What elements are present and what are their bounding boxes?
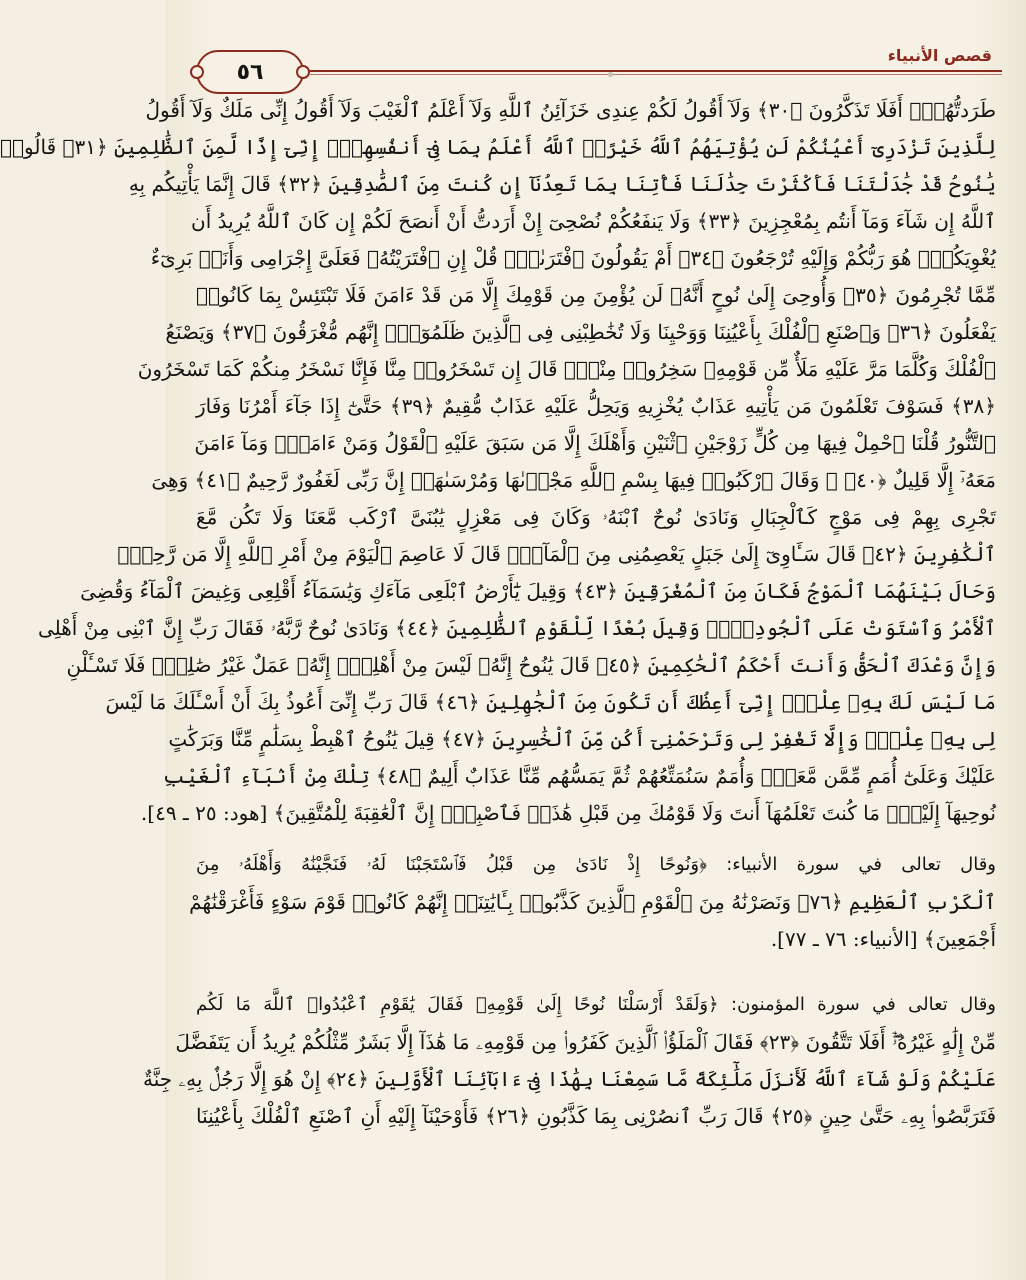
- text-line: يُغْوِيَكُمْۚ هُوَ رَبُّكُمْ وَإِلَيْهِ تُرْجَعُونَ ﴿٣٤﴾ أَمْ يَقُولُونَ ٱفْتَرَىٰهُۖ قُلْ إِنِ ٱفْتَرَيْتُهُۥ فَعَلَىَّ إِجْرَامِى وَأَنَا۠ بَرِىٓءٌ: [150, 246, 996, 270]
- text-line: لِى بِهِۦ عِلْمٌۖ وَإِلَّا تَغْفِرْ لِى وَتَرْحَمْنِىٓ أَكُن مِّنَ ٱلْخَٰسِرِينَ ﴿٤٧﴾ قِيلَ يَٰنُوحُ ٱهْبِطْ بِسَلَٰمٍ مِّنَّا وَبَرَكَٰتٍ: [168, 727, 996, 751]
- page-header: [190, 38, 1002, 98]
- text-line: وَإِنَّ وَعْدَكَ ٱلْحَقُّ وَأَنتَ أَحْكَمُ ٱلْحَٰكِمِينَ ﴿٤٥﴾ قَالَ يَٰنُوحُ إِنَّهُۥ لَيْسَ مِنْ أَهْلِكَۖ إِنَّهُۥ عَمَلٌ غَيْرُ صَٰلِحٍۖ فَلَا تَسْـَٔلْنِ: [66, 653, 996, 677]
- text-line: نُوحِيهَآ إِلَيْكَۖ مَا كُنتَ تَعْلَمُهَآ أَنتَ وَلَا قَوْمُكَ مِن قَبْلِ هَٰذَاۖ فَٱصْبِرْۖ إِنَّ ٱلْعَٰقِبَةَ لِلْمُتَّقِينَ﴾ [هود: ٢٥ ـ ٤٩].: [140, 801, 996, 825]
- text-line: مَعَهُۥٓ إِلَّا قَلِيلٌ ﴿٤٠﴾ ۞ وَقَالَ ٱرْكَبُوا۟ فِيهَا بِسْمِ ٱللَّهِ مَجْر۪ىٰهَا وَمُرْسَىٰهَآۚ إِنَّ رَبِّى لَغَفُورٌ رَّحِيمٌ ﴿٤١﴾ وَهِىَ: [151, 468, 996, 492]
- text-line: ٱلْأَمْرُ وَٱسْتَوَتْ عَلَى ٱلْجُودِىِّۖ وَقِيلَ بُعْدًا لِّلْقَوْمِ ٱلظَّٰلِمِينَ ﴿٤٤﴾ وَنَادَىٰ نُوحٌ رَّبَّهُۥ فَقَالَ رَبِّ إِنَّ ٱبْنِى مِنْ أَهْلِى: [37, 616, 996, 640]
- text-line: مَا لَيْسَ لَكَ بِهِۦ عِلْمٌۖ إِنِّىٓ أَعِظُكَ أَن تَكُونَ مِنَ ٱلْجَٰهِلِينَ ﴿٤٦﴾ قَالَ رَبِّ إِنِّىٓ أَعُوذُ بِكَ أَنْ أَسْـَٔلَكَ مَا لَيْسَ: [105, 690, 996, 714]
- text-line: وقال تعالى في سورة المؤمنون: ﴿وَلَقَدْ أَرْسَلْنَا نُوحًا إِلَىٰ قَوْمِهِۦ فَقَالَ يَٰقَوْمِ ٱعْبُدُوا۟ ٱللَّهَ مَا لَكُم: [196, 994, 996, 1015]
- text-line: فَتَرَبَّصُوا۟ بِهِۦ حَتَّىٰ حِينٍ ﴿٢٥﴾ قَالَ رَبِّ ٱنصُرْنِى بِمَا كَذَّبُونِ ﴿٢٦﴾ فَأَوْحَيْنَآ إِلَيْهِ أَنِ ٱصْنَعِ ٱلْفُلْكَ بِأَعْيُنِنَا: [196, 1104, 997, 1128]
- text-line: طَرَدتُّهُمْۚ أَفَلَا تَذَكَّرُونَ ﴿٣٠﴾ وَلَآ أَقُولُ لَكُمْ عِندِى خَزَآئِنُ ٱللَّهِ وَلَآ أَعْلَمُ ٱلْغَيْبَ وَلَآ أَقُولُ إِنِّى مَلَكٌ وَلَآ أَقُولُ: [145, 98, 996, 122]
- text-line: مِّمَّا تُجْرِمُونَ ﴿٣٥﴾ وَأُوحِىَ إِلَىٰ نُوحٍ أَنَّهُۥ لَن يُؤْمِنَ مِن قَوْمِكَ إِلَّا مَن قَدْ ءَامَنَ فَلَا تَبْتَئِسْ بِمَا كَانُوا۟: [196, 283, 997, 307]
- page-number-badge: [196, 50, 304, 94]
- header-rule-thin: [310, 74, 1002, 75]
- text-line: ﴿٣٨﴾ فَسَوْفَ تَعْلَمُونَ مَن يَأْتِيهِ عَذَابٌ يُخْزِيهِ وَيَحِلُّ عَلَيْهِ عَذَابٌ مُّقِيمٌ ﴿٣٩﴾ حَتَّىٰٓ إِذَا جَآءَ أَمْرُنَا وَفَارَ: [196, 394, 996, 418]
- page-number: ٥٦: [236, 59, 264, 85]
- running-title: قصص الأنبياء: [887, 46, 992, 65]
- text-line: أَجْمَعِينَ﴾ [الأنبياء: ٧٦ ـ ٧٧].: [770, 927, 996, 951]
- text-line: ٱلْكَرْبِ ٱلْعَظِيمِ ﴿٧٦﴾ وَنَصَرْنَٰهُ مِنَ ٱلْقَوْمِ ٱلَّذِينَ كَذَّبُوا۟ بِـَٔايَٰتِنَآۚ إِنَّهُمْ كَانُوا۟ قَوْمَ سَوْءٍ فَأَغْرَقْنَٰهُمْ: [189, 890, 996, 914]
- header-rule: [310, 70, 1002, 72]
- text-line: يَٰنُوحُ قَدْ جَٰدَلْتَنَا فَأَكْثَرْتَ جِدَٰلَنَا فَأْتِنَا بِمَا تَعِدُنَآ إِن كُنتَ مِنَ ٱلصَّٰدِقِينَ ﴿٣٢﴾ قَالَ إِنَّمَا يَأْتِيكُم بِهِ: [128, 172, 996, 196]
- text-line: مِّنْ إِلَٰهٍ غَيْرُهُۥٓۖ أَفَلَا تَتَّقُونَ ﴿٢٣﴾ فَقَالَ ٱلْمَلَؤُا۟ ٱلَّذِينَ كَفَرُوا۟ مِن قَوْمِهِۦ مَا هَٰذَآ إِلَّا بَشَرٌ مِّثْلُكُمْ يُرِيدُ أَن يَتَفَضَّلَ: [175, 1030, 996, 1054]
- text-line: ٱلْفُلْكَ وَكُلَّمَا مَرَّ عَلَيْهِ مَلَأٌ مِّن قَوْمِهِۦ سَخِرُوا۟ مِنْهُۚ قَالَ إِن تَسْخَرُوا۟ مِنَّا فَإِنَّا نَسْخَرُ مِنكُمْ كَمَا تَسْخَرُونَ: [137, 357, 996, 381]
- text-line: ٱللَّهُ إِن شَآءَ وَمَآ أَنتُم بِمُعْجِزِينَ ﴿٣٣﴾ وَلَا يَنفَعُكُمْ نُصْحِىٓ إِنْ أَرَدتُّ أَنْ أَنصَحَ لَكُمْ إِن كَانَ ٱللَّهُ يُرِيدُ أَن: [191, 209, 996, 233]
- text-line: وقال تعالى في سورة الأنبياء: ﴿وَنُوحًا إِذْ نَادَىٰ مِن قَبْلُ فَٱسْتَجَبْنَا لَهُۥ فَنَجَّيْنَٰهُ وَأَهْلَهُۥ مِنَ: [196, 854, 996, 875]
- text-line: وَحَالَ بَيْنَهُمَا ٱلْمَوْجُ فَكَانَ مِنَ ٱلْمُغْرَقِينَ ﴿٤٣﴾ وَقِيلَ يَٰٓأَرْضُ ٱبْلَعِى مَآءَكِ وَيَٰسَمَآءُ أَقْلِعِى وَغِيضَ ٱلْمَآءُ وَقُضِىَ: [80, 579, 996, 603]
- text-line: عَلَيْكَ وَعَلَىٰٓ أُمَمٍ مِّمَّن مَّعَكَۚ وَأُمَمٌ سَنُمَتِّعُهُمْ ثُمَّ يَمَسُّهُم مِّنَّا عَذَابٌ أَلِيمٌ ﴿٤٨﴾ تِلْكَ مِنْ أَنۢبَآءِ ٱلْغَيْبِ: [162, 764, 996, 788]
- text-line: لِلَّذِينَ تَزْدَرِىٓ أَعْيُنُكُمْ لَن يُؤْتِيَهُمُ ٱللَّهُ خَيْرًاۖ ٱللَّهُ أَعْلَمُ بِمَا فِىٓ أَنفُسِهِمْۖ إِنِّىٓ إِذًا لَّمِنَ ٱلظَّٰلِمِينَ ﴿٣١﴾ قَالُوا۟: [0, 135, 996, 159]
- text-line: ٱلْكَٰفِرِينَ ﴿٤٢﴾ قَالَ سَـَٔاوِىٓ إِلَىٰ جَبَلٍ يَعْصِمُنِى مِنَ ٱلْمَآءِۚ قَالَ لَا عَاصِمَ ٱلْيَوْمَ مِنْ أَمْرِ ٱللَّهِ إِلَّا مَن رَّحِمَۚ: [117, 542, 996, 566]
- text-line: تَجْرِى بِهِمْ فِى مَوْجٍ كَٱلْجِبَالِ وَنَادَىٰ نُوحٌ ٱبْنَهُۥ وَكَانَ فِى مَعْزِلٍ يَٰبُنَىَّ ٱرْكَب مَّعَنَا وَلَا تَكُن مَّعَ: [196, 505, 996, 529]
- ornament-dot: [608, 72, 613, 77]
- text-line: ٱلتَّنُّورُ قُلْنَا ٱحْمِلْ فِيهَا مِن كُلٍّ زَوْجَيْنِ ٱثْنَيْنِ وَأَهْلَكَ إِلَّا مَن سَبَقَ عَلَيْهِ ٱلْقَوْلُ وَمَنْ ءَامَنَۚ وَمَآ ءَامَنَ: [194, 431, 996, 455]
- text-line: يَفْعَلُونَ ﴿٣٦﴾ وَٱصْنَعِ ٱلْفُلْكَ بِأَعْيُنِنَا وَوَحْيِنَا وَلَا تُخَٰطِبْنِى فِى ٱلَّذِينَ ظَلَمُوٓا۟ۚ إِنَّهُم مُّغْرَقُونَ ﴿٣٧﴾ وَيَصْنَعُ: [165, 320, 996, 344]
- text-line: عَلَيْكُمْ وَلَوْ شَآءَ ٱللَّهُ لَأَنزَلَ مَلَٰٓئِكَةً مَّا سَمِعْنَا بِهَٰذَا فِىٓ ءَابَآئِنَا ٱلْأَوَّلِينَ ﴿٢٤﴾ إِنْ هُوَ إِلَّا رَجُلٌۢ بِهِۦ جِنَّةٌ: [143, 1067, 996, 1091]
